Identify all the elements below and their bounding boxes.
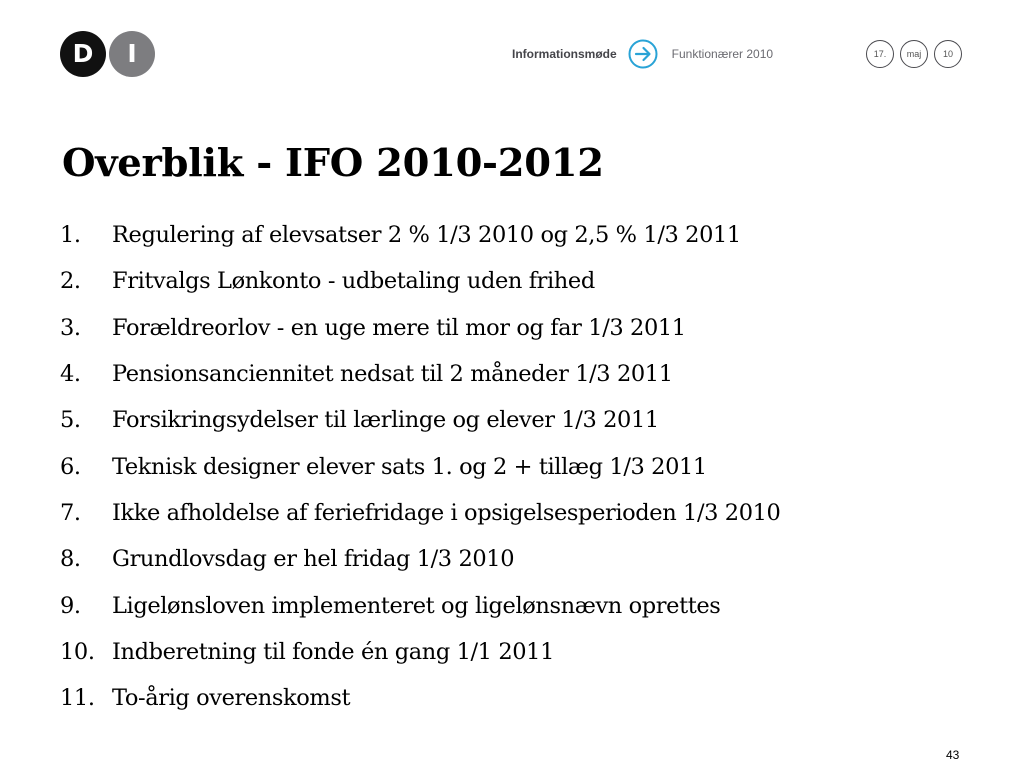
item-number: 5. [60, 407, 81, 434]
item-number: 11. [60, 685, 95, 712]
list-item [60, 351, 780, 397]
list-item [60, 305, 780, 351]
item-number: 1. [60, 222, 81, 249]
item-number: 4. [60, 361, 81, 388]
date-day-badge: 17. [866, 40, 894, 68]
item-text: Ligelønsloven implementeret og ligelønsnævn oprettes [112, 592, 721, 619]
list-item [60, 629, 780, 675]
list-item [60, 212, 780, 258]
list-item [60, 490, 780, 536]
item-number: 10. [60, 638, 95, 665]
page-number: 43 [946, 748, 960, 762]
header-nav [512, 36, 773, 72]
item-text: To-årig overenskomst [112, 685, 351, 712]
arrow-right-circle-icon [628, 39, 658, 69]
item-number: 9. [60, 592, 81, 619]
list-item [60, 443, 780, 489]
item-text: Regulering af elevsatser 2 % 1/3 2010 og 2,5 % 1/3 2011 [112, 222, 741, 249]
list-item [60, 536, 780, 582]
item-text: Fritvalgs Lønkonto - udbetaling uden frihed [112, 268, 595, 295]
item-text: Indberetning til fonde én gang 1/1 2011 [112, 638, 555, 665]
item-number: 7. [60, 499, 81, 526]
agenda-list [60, 212, 780, 721]
item-text: Teknisk designer elever sats 1. og 2 + tillæg 1/3 2011 [112, 453, 707, 480]
item-text: Grundlovsdag er hel fridag 1/3 2010 [112, 546, 515, 573]
list-item [60, 582, 780, 628]
list-item [60, 675, 780, 721]
nav-primary-label: Informationsmøde [512, 47, 617, 61]
item-number: 6. [60, 453, 81, 480]
date-month-badge: maj [900, 40, 928, 68]
item-text: Ikke afholdelse af feriefridage i opsigelsesperioden 1/3 2010 [112, 499, 781, 526]
date-year-badge: 10 [934, 40, 962, 68]
item-text: Forældreorlov - en uge mere til mor og far 1/3 2011 [112, 314, 686, 341]
list-item [60, 397, 780, 443]
item-text: Forsikringsydelser til lærlinge og elever 1/3 2011 [112, 407, 659, 434]
item-text: Pensionsanciennitet nedsat til 2 måneder 1/3 2011 [112, 361, 673, 388]
logo-letter-i: I [109, 31, 155, 77]
list-item [60, 258, 780, 304]
slide-title: Overblik - IFO 2010-2012 [62, 141, 604, 186]
logo-letter-d: D [60, 31, 106, 77]
item-number: 2. [60, 268, 81, 295]
item-number: 8. [60, 546, 81, 573]
date-badges [866, 40, 968, 68]
nav-secondary-label: Funktionærer 2010 [671, 47, 774, 61]
item-number: 3. [60, 314, 81, 341]
